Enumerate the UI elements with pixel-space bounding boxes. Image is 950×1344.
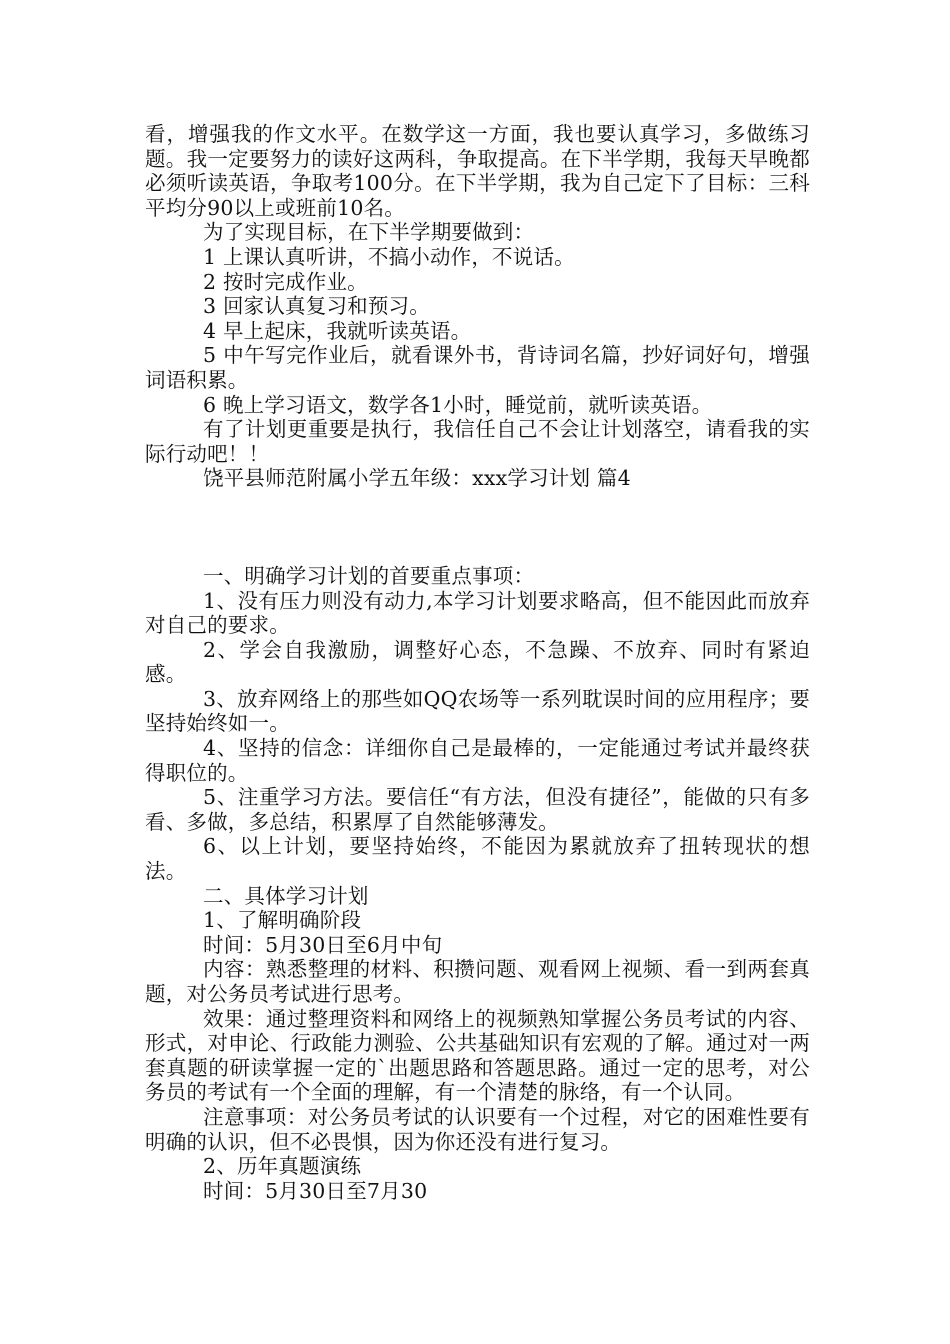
paragraph-conclusion: 有了计划更重要是执行，我信任自己不会让计划落空，请看我的实际行动吧！！ <box>145 417 810 466</box>
stage-time: 时间：5月30日至6月中旬 <box>203 932 443 957</box>
section-spacer <box>145 491 810 564</box>
list-item: 1 上课认真听讲，不搞小动作，不说话。 <box>203 244 575 269</box>
section-title: 饶平县师范附属小学五年级：xxx学习计划 篇4 <box>203 466 631 491</box>
list-item: 6、以上计划，要坚持始终，不能因为累就放弃了扭转现状的想法。 <box>145 834 810 884</box>
subheading-stage-1: 1、了解明确阶段 <box>203 908 362 933</box>
stage-content: 内容：熟悉整理的材料、积攒问题、观看网上视频、看一到两套真题，对公务员考试进行思考。 <box>145 957 810 1006</box>
subheading-stage-2: 2、历年真题演练 <box>203 1154 362 1179</box>
stage-time: 时间：5月30日至7月30 <box>203 1178 428 1203</box>
list-item: 4、坚持的信念：详细你自己是最棒的，一定能通过考试并最终获得职位的。 <box>145 736 810 785</box>
list-item: 5、注重学习方法。要信任“有方法，但没有捷径”，能做的只有多看、多做，多总结，积累厚了自然能够薄发。 <box>145 785 810 834</box>
document-body <box>145 122 810 1203</box>
list-item: 6 晚上学习语文，数学各1小时，睡觉前，就听读英语。 <box>203 392 713 417</box>
list-item: 4 早上起床，我就听读英语。 <box>203 318 472 343</box>
list-item: 2、学会自我激励，调整好心态，不急躁、不放弃、同时有紧迫感。 <box>145 637 810 687</box>
list-item: 3、放弃网络上的那些如QQ农场等一系列耽误时间的应用程序；要坚持始终如一。 <box>145 686 810 736</box>
list-item: 5 中午写完作业后，就看课外书，背诗词名篇，抄好词好句，增强词语积累。 <box>145 343 810 392</box>
stage-notes: 注意事项：对公务员考试的认识要有一个过程，对它的困难性要有明确的认识，但不必畏惧，因为你还没有进行复习。 <box>145 1104 810 1154</box>
stage-effect: 效果：通过整理资料和网络上的视频熟知掌握公务员考试的内容、形式，对申论、行政能力测验、公共基础知识有宏观的了解。通过对一两套真题的研读掌握一定的`出题思路和答题思路。通过一定的思考，对公务员的考试有一个全面的理解，有一个清楚的脉络，有一个认同。 <box>145 1006 810 1105</box>
heading-key-points: 一、明确学习计划的首要重点事项： <box>203 563 535 588</box>
list-item: 3 回家认真复习和预习。 <box>203 294 430 319</box>
paragraph-goal-intro: 为了实现目标，在下半学期要做到： <box>203 220 535 245</box>
list-item: 1、没有压力则没有动力,本学习计划要求略高，但不能因此而放弃对自己的要求。 <box>145 588 810 638</box>
heading-specific-plan: 二、具体学习计划 <box>203 883 369 908</box>
paragraph-continuation: 看，增强我的作文水平。在数学这一方面，我也要认真学习，多做练习题。我一定要努力的读好这两科，争取提高。在下半学期，我每天早晚都必须听读英语，争取考100分。在下半学期，我为自己定下了目标：三科平均分90以上或班前10名。 <box>145 122 810 220</box>
list-item: 2 按时完成作业。 <box>203 269 368 294</box>
